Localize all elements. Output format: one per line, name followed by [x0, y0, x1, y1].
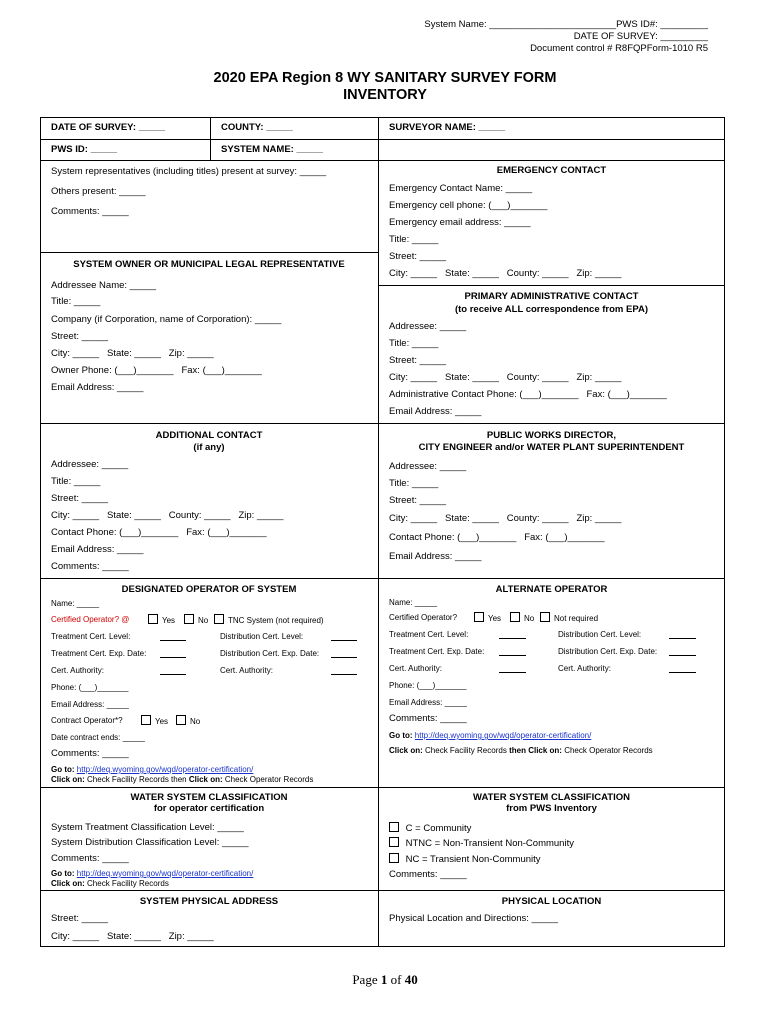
do-comments-field[interactable]: Comments: _____	[51, 748, 129, 759]
ao-not-required-label: Not required	[554, 614, 599, 623]
click-text: Check Facility Records	[425, 746, 507, 755]
pw-email-field[interactable]: Email Address: _____	[389, 551, 482, 562]
ao-phone-field[interactable]: Phone: (___)_______	[389, 681, 467, 690]
owner-title-field[interactable]: Title: _____	[51, 296, 101, 307]
emergency-street-field[interactable]: Street: _____	[389, 251, 447, 262]
owner-email-field[interactable]: Email Address: _____	[51, 382, 144, 393]
blank-line[interactable]	[160, 657, 186, 658]
do-email-field[interactable]: Email Address: _____	[51, 700, 129, 709]
page-prefix: Page	[352, 972, 378, 987]
classification-right-comments[interactable]: Comments: _____	[389, 869, 467, 880]
additional-title-field[interactable]: Title: _____	[51, 476, 101, 487]
do-click-line	[51, 774, 313, 786]
blank-line[interactable]	[669, 638, 696, 639]
additional-contact-subheading: (if any)	[193, 442, 225, 453]
ao-treatment-exp-label: Treatment Cert. Exp. Date:	[389, 647, 485, 656]
do-cert-authority2-label: Cert. Authority:	[220, 666, 273, 675]
checkbox-icon[interactable]	[214, 614, 224, 624]
date-of-survey-field[interactable]: DATE OF SURVEY: _____	[51, 122, 166, 133]
owner-phone-fax[interactable]: Owner Phone: (___)_______ Fax: (___)_______	[51, 365, 262, 376]
blank-line[interactable]	[499, 672, 526, 673]
checkbox-icon[interactable]	[389, 822, 399, 832]
operator-certification-link[interactable]: http://deq.wyoming.gov/wqd/operator-certification/	[76, 765, 254, 774]
pw-street-field[interactable]: Street: _____	[389, 495, 447, 506]
classification-left-subheading: for operator certification	[153, 803, 265, 814]
admin-phone-fax[interactable]: Administrative Contact Phone: (___)_______ Fax: (___)_______	[389, 389, 667, 400]
emergency-contact-heading: EMERGENCY CONTACT	[496, 165, 607, 176]
ao-click-line	[389, 745, 653, 757]
divider	[378, 285, 725, 286]
do-treatment-level-label: Treatment Cert. Level:	[51, 632, 131, 641]
others-present-field[interactable]: Others present: _____	[51, 186, 146, 197]
do-no-label: No	[198, 616, 209, 625]
physical-city-line[interactable]: City: _____ State: _____ Zip: _____	[51, 931, 214, 942]
ao-distribution-level-label: Distribution Cert. Level:	[558, 630, 642, 639]
reps-present-field[interactable]: System representatives (including titles) present at survey: _____	[51, 166, 327, 177]
checkbox-icon[interactable]	[540, 612, 550, 622]
pw-phone-fax[interactable]: Contact Phone: (___)_______ Fax: (___)_______	[389, 532, 605, 543]
blank-line[interactable]	[331, 657, 357, 658]
blank-line[interactable]	[669, 672, 696, 673]
emergency-cell-field[interactable]: Emergency cell phone: (___)_______	[389, 200, 548, 211]
distribution-classification-field[interactable]: System Distribution Classification Level: _____	[51, 837, 249, 848]
additional-email-field[interactable]: Email Address: _____	[51, 544, 144, 555]
ao-no-label: No	[524, 614, 535, 623]
center-divider	[378, 117, 379, 947]
do-certified-no[interactable]	[184, 614, 208, 627]
public-works-subheading: CITY ENGINEER and/or WATER PLANT SUPERINTENDENT	[418, 442, 685, 453]
physical-location-heading: PHYSICAL LOCATION	[501, 896, 602, 907]
header-doc-control: Document control # R8FQPForm-1010 R5	[530, 43, 708, 54]
do-tnc-option[interactable]	[214, 614, 324, 627]
admin-email-field[interactable]: Email Address: _____	[389, 406, 482, 417]
do-contract-no[interactable]	[176, 715, 200, 728]
additional-street-field[interactable]: Street: _____	[51, 493, 109, 504]
additional-contact-heading: ADDITIONAL CONTACT	[155, 430, 263, 441]
emergency-city-line[interactable]: City: _____ State: _____ County: _____ Zip: _____	[389, 268, 622, 279]
blank-line[interactable]	[499, 638, 526, 639]
click-on-label: Click on:	[188, 775, 223, 784]
operator-certification-link[interactable]: http://deq.wyoming.gov/wqd/operator-certification/	[76, 869, 254, 878]
classification-right-subheading: from PWS Inventory	[506, 803, 597, 814]
class-ntnc-option[interactable]	[389, 837, 574, 850]
emergency-email-field[interactable]: Emergency email address: _____	[389, 217, 531, 228]
page-current: 1	[380, 972, 388, 987]
alternate-operator-heading: ALTERNATE OPERATOR	[495, 584, 608, 595]
admin-title-field[interactable]: Title: _____	[389, 338, 439, 349]
admin-addressee-field[interactable]: Addressee: _____	[389, 321, 467, 332]
checkbox-icon[interactable]	[141, 715, 151, 725]
primary-admin-heading: PRIMARY ADMINISTRATIVE CONTACT	[464, 291, 639, 302]
divider	[40, 787, 725, 788]
do-distribution-level-label: Distribution Cert. Level:	[220, 632, 304, 641]
ao-treatment-level-label: Treatment Cert. Level:	[389, 630, 469, 639]
checkbox-icon[interactable]	[148, 614, 158, 624]
county-field[interactable]: COUNTY: _____	[221, 122, 293, 133]
click-on-label: Click on:	[51, 879, 85, 888]
form-title: 2020 EPA Region 8 WY SANITARY SURVEY FORM	[213, 70, 557, 86]
owner-company-field[interactable]: Company (if Corporation, name of Corporation): _____	[51, 314, 282, 325]
owner-addressee-field[interactable]: Addressee Name: _____	[51, 280, 157, 291]
do-contract-yes-label: Yes	[155, 717, 169, 726]
additional-phone-fax[interactable]: Contact Phone: (___)_______ Fax: (___)_______	[51, 527, 267, 538]
pw-title-field[interactable]: Title: _____	[389, 478, 439, 489]
do-contract-label: Contract Operator*?	[51, 716, 123, 725]
divider	[40, 160, 725, 161]
operator-certification-link[interactable]: http://deq.wyoming.gov/wqd/operator-certification/	[414, 731, 592, 740]
blank-line[interactable]	[160, 640, 186, 641]
ao-certified-label: Certified Operator?	[389, 613, 458, 622]
click-then-label: then	[509, 746, 526, 755]
do-yes-label: Yes	[162, 616, 176, 625]
primary-admin-subheading: (to receive ALL correspondence from EPA)	[454, 304, 649, 315]
ao-email-field[interactable]: Email Address: _____	[389, 698, 467, 707]
blank-line[interactable]	[499, 655, 526, 656]
ao-certified-yes[interactable]	[474, 612, 501, 625]
divider	[40, 139, 725, 140]
divider	[40, 578, 725, 579]
surveyor-name-field[interactable]: SURVEYOR NAME: _____	[389, 122, 505, 133]
goto-label: Go to:	[389, 731, 413, 740]
physical-street-field[interactable]: Street: _____	[51, 913, 109, 924]
ao-not-required[interactable]	[540, 612, 598, 625]
ao-goto-line	[389, 730, 591, 742]
classification-left-comments[interactable]: Comments: _____	[51, 853, 129, 864]
divider	[40, 423, 725, 424]
do-distribution-exp-label: Distribution Cert. Exp. Date:	[220, 649, 320, 658]
class-community-label: C = Community	[405, 823, 472, 834]
checkbox-icon[interactable]	[184, 614, 194, 624]
blank-line[interactable]	[331, 674, 357, 675]
click-text: Check Operator Records	[224, 775, 314, 784]
goto-label: Go to:	[51, 869, 75, 878]
blank-line[interactable]	[669, 655, 696, 656]
header-system-line: System Name: ________________________PWS ID#: _________	[424, 19, 708, 30]
form-subtitle: INVENTORY	[343, 87, 427, 103]
classification-left-heading: WATER SYSTEM CLASSIFICATION	[130, 792, 288, 803]
goto-label: Go to:	[51, 765, 75, 774]
do-certified-yes[interactable]	[148, 614, 175, 627]
page-of: of	[390, 972, 402, 987]
do-certified-label: Certified Operator? @	[51, 615, 130, 624]
do-cert-authority-label: Cert. Authority:	[51, 666, 104, 675]
checkbox-icon[interactable]	[389, 837, 399, 847]
page-total: 40	[404, 972, 418, 987]
ao-certified-no[interactable]	[510, 612, 534, 625]
divider	[40, 890, 725, 891]
owner-street-field[interactable]: Street: _____	[51, 331, 109, 342]
classification-right-heading: WATER SYSTEM CLASSIFICATION	[473, 792, 630, 803]
blank-line[interactable]	[331, 640, 357, 641]
emergency-title-field[interactable]: Title: _____	[389, 234, 439, 245]
checkbox-icon[interactable]	[474, 612, 484, 622]
do-tnc-label: TNC System (not required)	[228, 616, 324, 625]
blank-line[interactable]	[160, 674, 186, 675]
click-on-label: Click on:	[51, 775, 85, 784]
class-nc-option[interactable]	[389, 853, 541, 866]
reps-comments-field[interactable]: Comments: _____	[51, 206, 129, 217]
class-community-option[interactable]	[389, 822, 471, 835]
pws-id-field[interactable]: PWS ID: _____	[51, 144, 117, 155]
do-contract-yes[interactable]	[141, 715, 168, 728]
ao-cert-authority-label: Cert. Authority:	[389, 664, 442, 673]
owner-city-line[interactable]: City: _____ State: _____ Zip: _____	[51, 348, 214, 359]
classification-click-line	[51, 878, 169, 890]
click-text: Check Facility Records then	[87, 775, 187, 784]
ao-distribution-exp-label: Distribution Cert. Exp. Date:	[558, 647, 658, 656]
admin-street-field[interactable]: Street: _____	[389, 355, 447, 366]
designated-operator-heading: DESIGNATED OPERATOR OF SYSTEM	[121, 584, 297, 595]
admin-city-line[interactable]: City: _____ State: _____ County: _____ Zip: _____	[389, 372, 622, 383]
ao-comments-field[interactable]: Comments: _____	[389, 713, 467, 724]
ao-name-field[interactable]: Name: _____	[389, 598, 438, 607]
page-number	[0, 972, 770, 988]
do-name-field[interactable]: Name: _____	[51, 599, 100, 608]
divider	[210, 117, 211, 160]
ao-cert-authority2-label: Cert. Authority:	[558, 664, 611, 673]
ao-yes-label: Yes	[488, 614, 502, 623]
do-phone-field[interactable]: Phone: (___)_______	[51, 683, 129, 692]
click-text: Check Operator Records	[564, 746, 653, 755]
class-ntnc-label: NTNC = Non-Transient Non-Community	[405, 838, 574, 849]
additional-addressee-field[interactable]: Addressee: _____	[51, 459, 129, 470]
emergency-name-field[interactable]: Emergency Contact Name: _____	[389, 183, 533, 194]
do-contract-no-label: No	[190, 717, 201, 726]
system-name-field[interactable]: SYSTEM NAME: _____	[221, 144, 323, 155]
header-date-line: DATE OF SURVEY: _________	[573, 31, 708, 42]
additional-city-line[interactable]: City: _____ State: _____ County: _____ Zip: _____	[51, 510, 284, 521]
click-on-label: Click on:	[389, 746, 423, 755]
do-contract-ends-field[interactable]: Date contract ends: _____	[51, 733, 145, 742]
class-nc-label: NC = Transient Non-Community	[405, 854, 541, 865]
click-text: Check Facility Records	[87, 879, 169, 888]
checkbox-icon[interactable]	[510, 612, 520, 622]
pw-addressee-field[interactable]: Addressee: _____	[389, 461, 467, 472]
checkbox-icon[interactable]	[176, 715, 186, 725]
click-on-label: Click on:	[528, 746, 562, 755]
system-owner-heading: SYSTEM OWNER OR MUNICIPAL LEGAL REPRESENTATIVE	[73, 259, 345, 270]
additional-comments-field[interactable]: Comments: _____	[51, 561, 129, 572]
do-treatment-exp-label: Treatment Cert. Exp. Date:	[51, 649, 147, 658]
treatment-classification-field[interactable]: System Treatment Classification Level: _____	[51, 822, 244, 833]
public-works-heading: PUBLIC WORKS DIRECTOR,	[486, 430, 617, 441]
checkbox-icon[interactable]	[389, 853, 399, 863]
physical-address-heading: SYSTEM PHYSICAL ADDRESS	[139, 896, 279, 907]
divider	[40, 252, 378, 253]
pw-city-line[interactable]: City: _____ State: _____ County: _____ Zip: _____	[389, 513, 622, 524]
physical-directions-field[interactable]: Physical Location and Directions: _____	[389, 913, 558, 924]
